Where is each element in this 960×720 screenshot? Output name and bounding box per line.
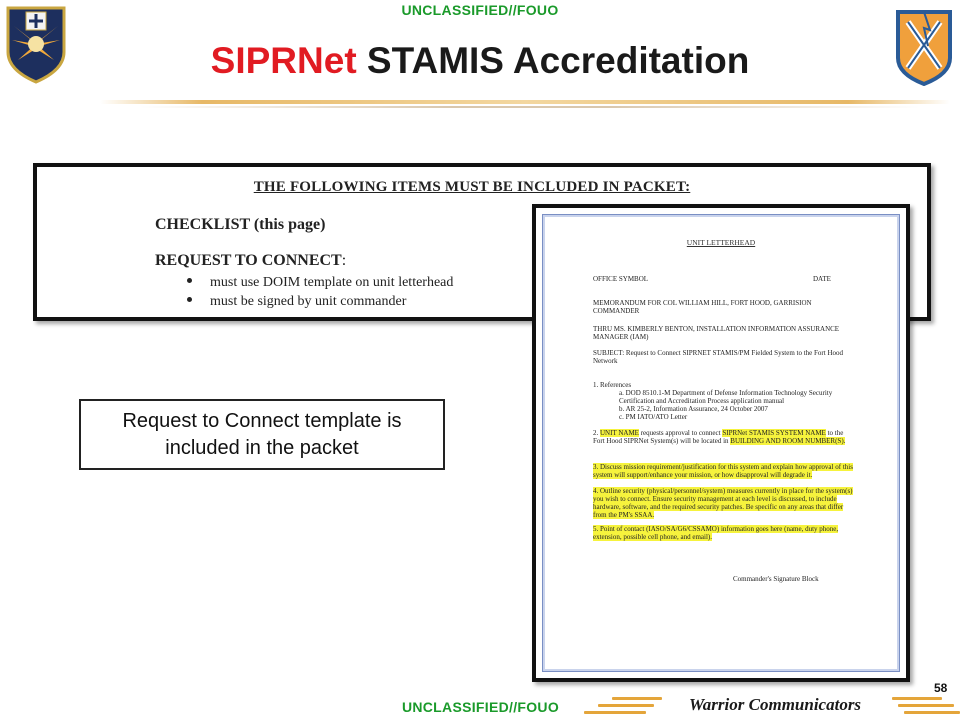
footer-line [898,704,954,707]
doc-reference: a. DOD 8510.1-M Department of Defense Information Technology Security Certification and Accreditation Process application manual [619,389,833,405]
doc-thru: THRU MS. KIMBERLY BENTON, INSTALLATION INFORMATION ASSURANCE MANAGER (IAM) [593,325,840,341]
checklist-bullet-text: must use DOIM template on unit letterhead [210,275,454,290]
doc-paragraph-4 [593,487,853,519]
doc-office-symbol: OFFICE SYMBOL [593,275,649,283]
footer-line [584,711,646,714]
title-divider [100,100,950,104]
bullet-icon [187,278,192,283]
doc-signature-block: Commander's Signature Block [733,575,819,583]
checklist-item-request-to-connect [155,252,346,270]
doc-para2-system: SIPRNet STAMIS SYSTEM NAME [722,429,826,437]
doc-para2-building: BUILDING AND ROOM NUMBER(S). [730,437,846,445]
doc-date: DATE [813,275,831,283]
classification-banner-top: UNCLASSIFIED//FOUO [401,2,559,18]
title-accent: SIPRNet [210,40,357,81]
footer-brand: Warrior Communicators [688,695,862,714]
doc-reference: b. AR 25-2, Information Assurance, 24 October 2007 [619,405,768,413]
checklist-heading: THE FOLLOWING ITEMS MUST BE INCLUDED IN PACKET: [253,179,691,195]
checklist-item-checklist: CHECKLIST (this page) [155,216,326,233]
checklist-item-request-label: REQUEST TO CONNECT [155,252,342,269]
doc-para2-num: 2. [593,429,599,437]
doc-para2-unit: UNIT NAME [600,429,639,437]
doc-para4-text: 4. Outline security (physical/personnel/system) measures currently in place for the system(s) you wish to connect. Ensure security management at each level is discussed, to include hardware, software, and the required security patches. Be specific on any areas that differ from the PM's SSAA. [593,487,853,519]
title-text: STAMIS Accreditation [356,40,750,81]
bullet-icon [187,297,192,302]
page-number: 58 [934,681,948,695]
callout-line-1: Request to Connect template is [122,410,402,432]
footer-line [892,697,942,700]
doc-subject: SUBJECT: Request to Connect SIPRNET STAMIS/PM Fielded System to the Fort Hood Network [593,349,844,365]
doc-letterhead: UNIT LETTERHEAD [686,238,756,247]
checklist-bullet [187,294,406,310]
checklist-bullet-text: must be signed by unit commander [210,294,407,309]
checklist-bullet [187,275,453,291]
doc-para2-text-b: to the Fort Hood SIPRNet System(s) will be located in [593,429,844,445]
doc-reference: c. PM IATO/ATO Letter [619,413,688,421]
doc-memo-for: MEMORANDUM FOR COL WILLIAM HILL, FORT HOOD, GARRISION COMMANDER [593,299,812,315]
doc-references-title: 1. References [593,381,632,389]
doc-paragraph-3 [593,463,853,479]
document-page [542,214,900,672]
footer-line [904,711,960,714]
classification-banner-bottom: UNCLASSIFIED//FOUO [401,699,560,715]
request-to-connect-document [532,204,910,682]
doc-para3-text: 3. Discuss mission requirement/justification for this system and explain how approval of this system will support/enhance your mission, or how disapproval will degrade it. [593,463,853,479]
doc-para2-text-a: requests approval to connect [638,429,723,437]
doc-para5-text: 5. Point of contact (IASO/SA/G6/CSSAMO) information goes here (name, duty phone, extension, possible cell phone, and email). [593,525,839,541]
slide-title [0,40,960,82]
doc-paragraph-5 [593,525,853,541]
doc-paragraph-2 [593,429,853,445]
checklist-item-request-suffix: : [341,252,347,269]
footer-line [612,697,662,700]
title-divider-secondary [140,106,920,108]
footer-line [598,704,654,707]
callout-line-2: included in the packet [165,437,359,459]
template-callout [79,399,445,470]
